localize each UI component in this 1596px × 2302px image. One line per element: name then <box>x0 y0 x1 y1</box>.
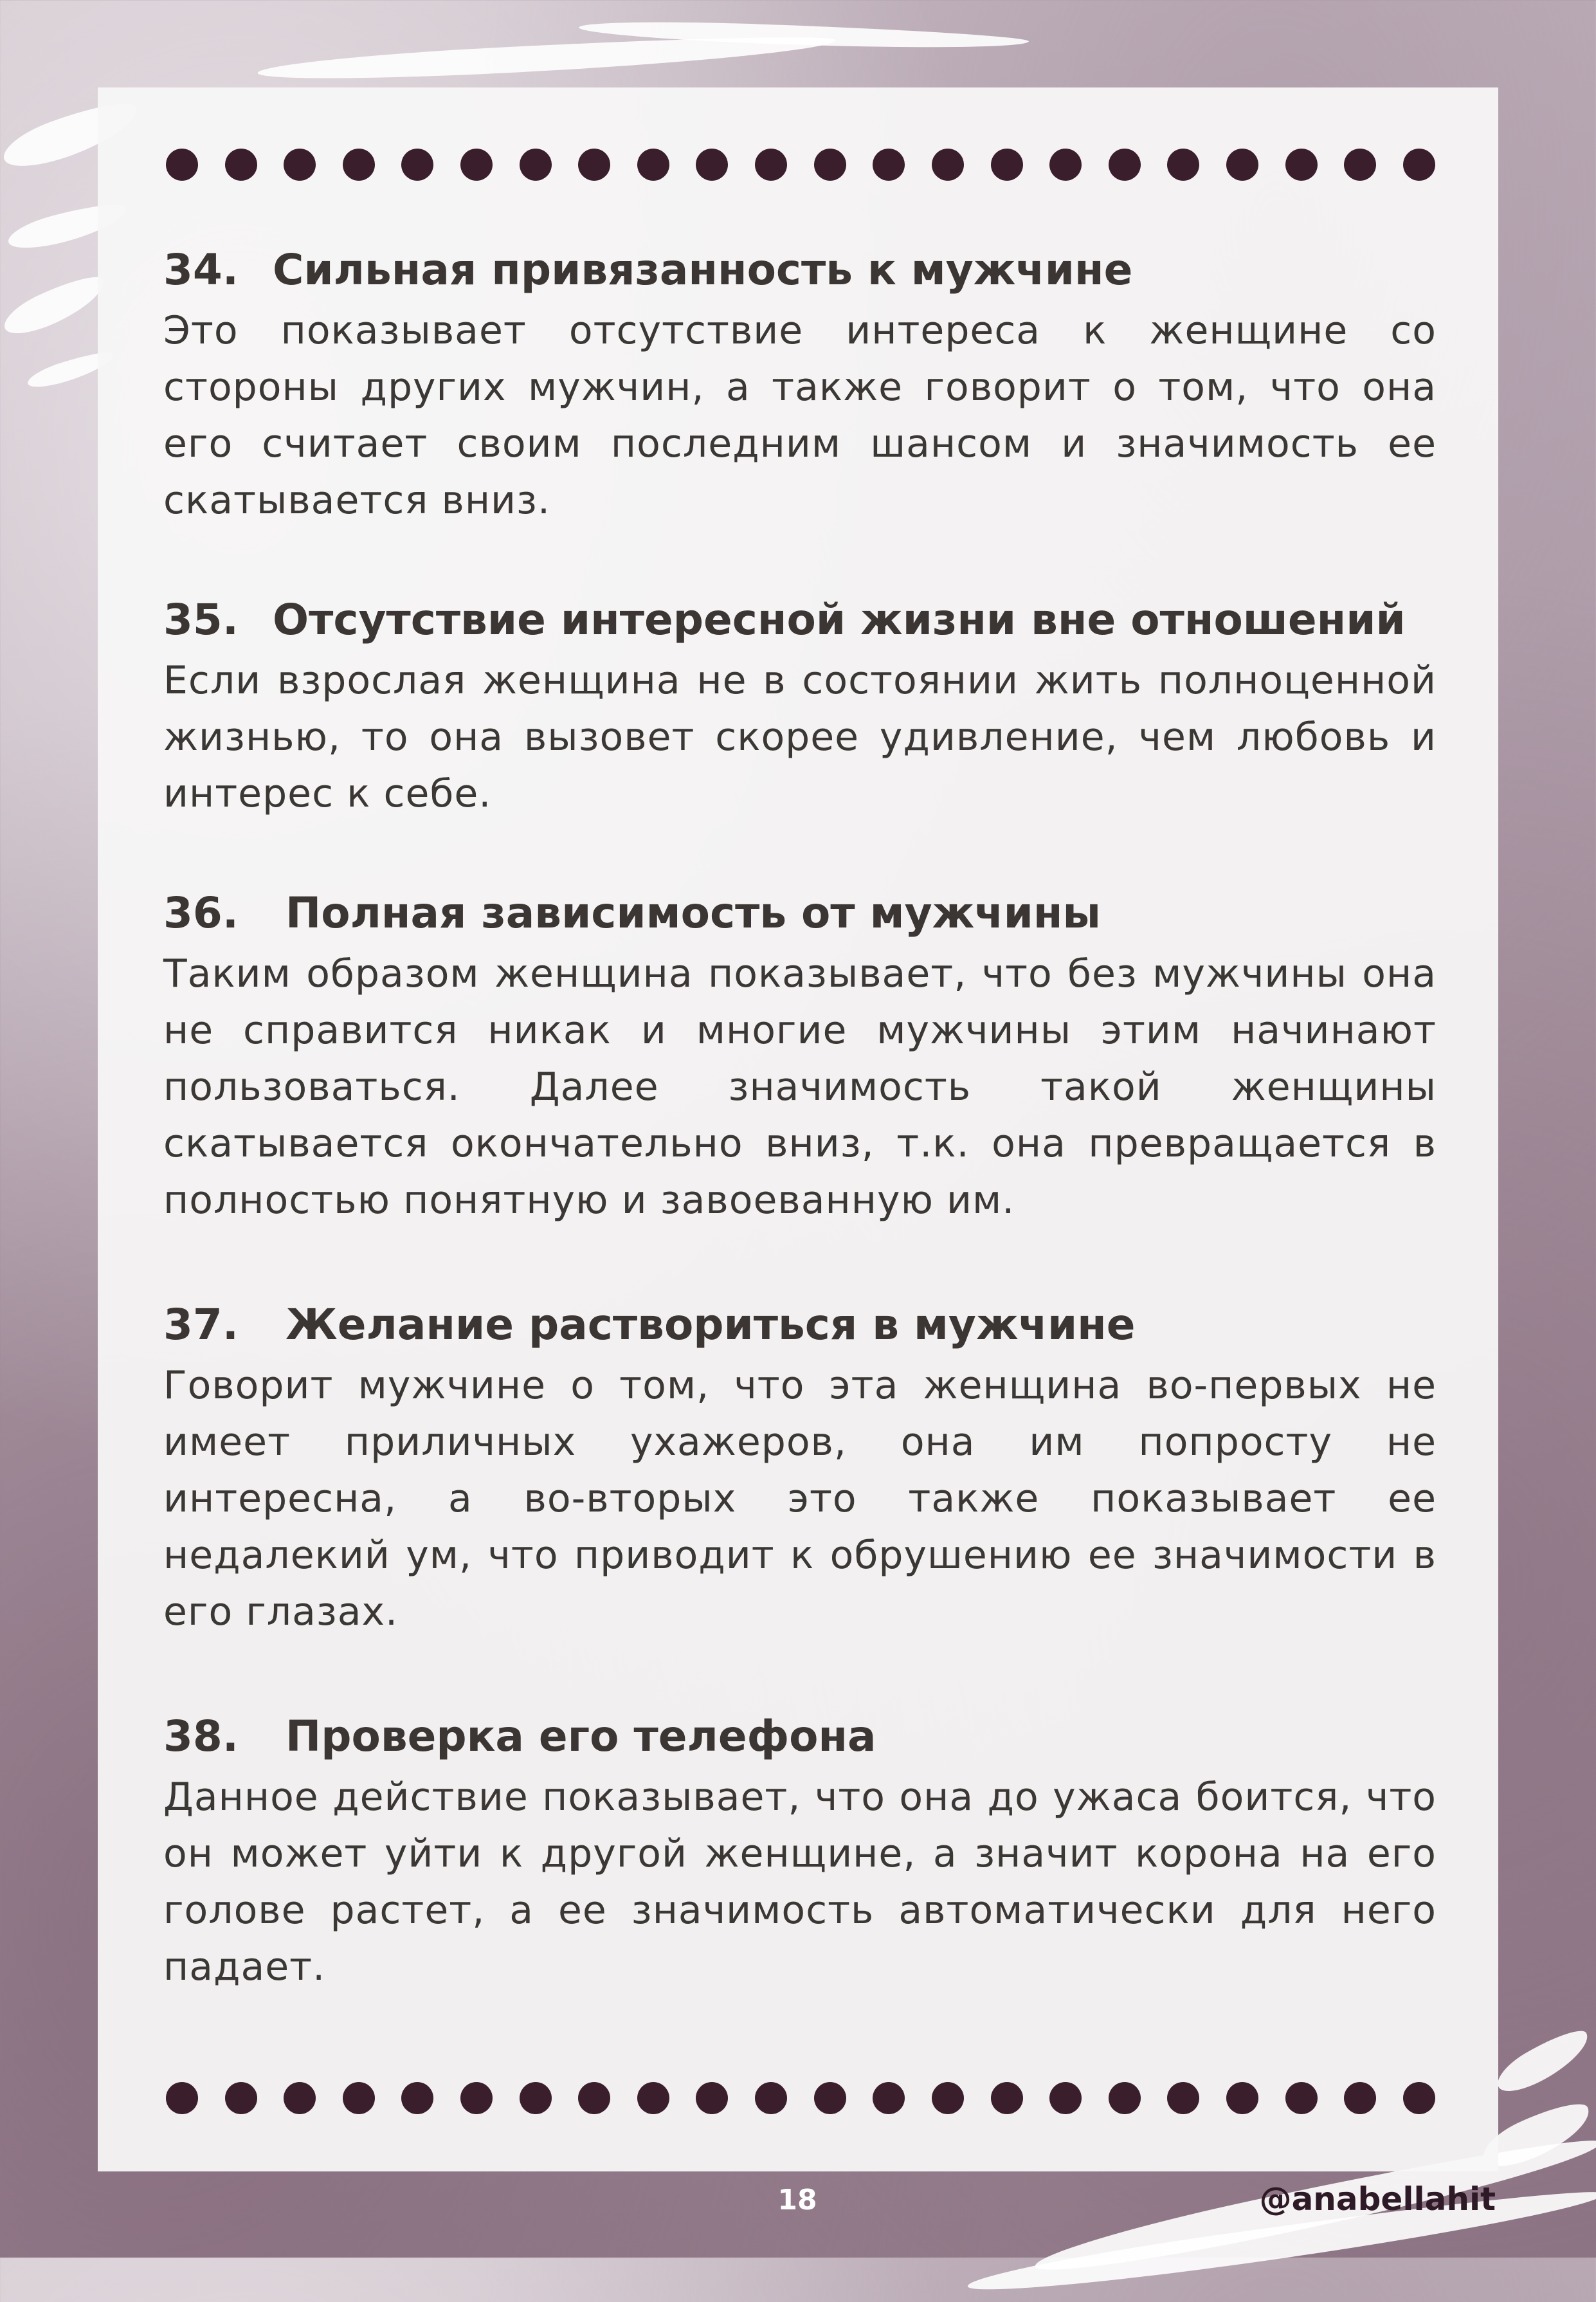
dot-divider-top <box>166 148 1435 181</box>
section-text: Данное действие показывает, что она до ужаса боится, что он может уйти к другой женщине, а значит корона на его голове растет, а ее значимость автоматически для него падает. <box>163 1775 1437 1989</box>
section-37 <box>163 1293 1437 1640</box>
brush-stroke-top-left <box>0 268 111 343</box>
section-title: Желание раствориться в мужчине <box>286 1300 1136 1349</box>
section-text: Говорит мужчине о том, что эта женщина во-первых не имеет приличных ухажеров, она им попросту не интересна, а во-вторых это также показывает ее недалекий ум, что приводит к обрушению ее значимости в его глазах. <box>163 1363 1437 1634</box>
author-handle: @anabellahit <box>1259 2180 1496 2218</box>
section-title: Отсутствие интересной жизни вне отношений <box>273 595 1406 644</box>
section-36 <box>163 881 1437 1229</box>
section-35 <box>163 588 1437 822</box>
dot-divider-bottom <box>166 2081 1435 2115</box>
section-text: Если взрослая женщина не в состоянии жить полноценной жизнью, то она вызовет скорее удивление, чем любовь и интерес к себе. <box>163 658 1437 816</box>
section-number: 34. <box>163 245 239 295</box>
section-heading <box>163 588 1437 652</box>
section-text: Это показывает отсутствие интереса к женщине со стороны других мужчин, а также говорит о том, что она его считает своим последним шансом и значимость ее скатывается вниз. <box>163 308 1437 523</box>
section-heading <box>163 238 1437 302</box>
section-38 <box>163 1704 1437 1995</box>
section-heading <box>163 881 1437 945</box>
section-text: Таким образом женщина показывает, что без мужчины она не справится никак и многие мужчины этим начинают пользоваться. Далее значимость такой женщины скатывается окончательно вниз, т.к. она превращается в полностью понятную и завоеванную им. <box>163 951 1437 1223</box>
brush-stroke-bottom-right <box>1491 2022 1596 2101</box>
section-title: Полная зависимость от мужчины <box>286 888 1102 938</box>
section-number: 36. <box>163 888 239 938</box>
page-content <box>163 238 1437 1995</box>
section-number: 35. <box>163 595 239 644</box>
section-heading <box>163 1704 1437 1769</box>
page-number: 18 <box>777 2184 817 2216</box>
section-number: 38. <box>163 1712 239 1761</box>
section-title: Сильная привязанность к мужчине <box>273 245 1133 295</box>
section-number: 37. <box>163 1300 239 1349</box>
section-title: Проверка его телефона <box>286 1712 876 1761</box>
section-heading <box>163 1293 1437 1357</box>
section-34 <box>163 238 1437 529</box>
